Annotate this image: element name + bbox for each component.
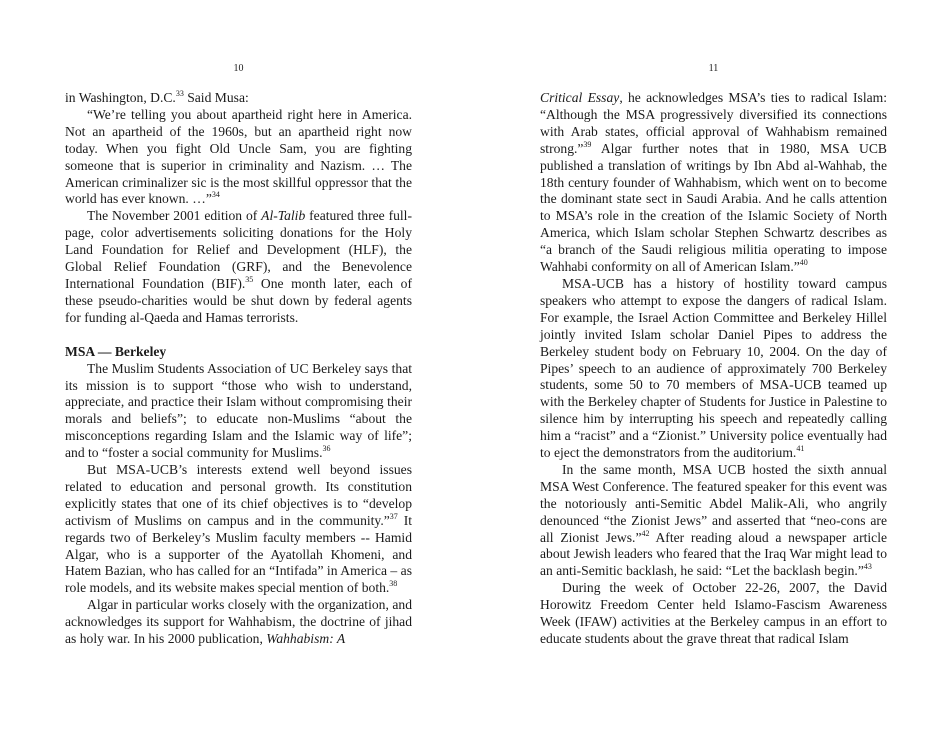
footnote-ref[interactable]: 41	[796, 444, 805, 454]
body-text: But MSA-UCB’s interests extend well beyond issues related to education and personal growth. Its constitution explicitly states that one of its chief objectives is to “develop activism of Muslims on campus and in the community.”	[65, 462, 412, 528]
body-text: , he acknowledges MSA’s ties to radical Islam: “Although the MSA progressively diversified its connections with Arab states, official approval of Wahhabism remained strong.”	[540, 90, 887, 156]
body-text: MSA-UCB has a history of hostility toward campus speakers who attempt to expose the dangers of radical Islam. For example, the Israel Action Committee and Berkeley Hillel jointly invited Islam scholar Daniel Pipes to address the Berkeley student body on February 10, 2004. On the day of Pipes’ speech to an audience of approximately 700 Berkeley students, some 50 to 70 members of MSA-UCB teamed up with the Berkeley chapter of Students for Justice in Palestine to silence him by interrupting his speech and repeatedly calling him a “racist” and a “Zionist.” University police eventually had to eject the demonstrators from the auditorium.	[540, 275, 887, 461]
body-text: After reading aloud a newspaper article about Jewish leaders who feared that the Iraq War might lead to an anti-Semitic backlash, he said: “Let the backlash begin.”	[540, 529, 888, 579]
footnote-ref[interactable]: 33	[175, 89, 184, 98]
paragraph	[540, 462, 887, 580]
footnote-ref[interactable]: 39	[583, 139, 592, 149]
paragraph	[540, 276, 887, 462]
page-number: 11	[708, 63, 719, 74]
body-text: One month later, each of these pseudo-charities would be shut down by federal agents for funding al-Qaeda and Hamas terrorists.	[65, 275, 413, 325]
footnote-ref[interactable]: 37	[389, 511, 398, 521]
body-text: It regards two of Berkeley’s Muslim faculty members -- Hamid Algar, who is a supporter of the Ayatollah Khomeni, and Hatem Bazian, who has called for an “Intifada” in America – as role models, and its website makes special mention of both.	[65, 512, 413, 596]
right-page	[540, 0, 887, 735]
publication-title: Al-Talib	[261, 208, 306, 224]
paragraph	[65, 462, 412, 597]
body-text: featured three full-page, color advertisements soliciting donations for the Holy Land Foundation for Relief and Development (HLF), the Global Relief Foundation (GRF), and the Benevolence International Foundation (BIF).	[65, 208, 412, 291]
paragraph	[65, 361, 412, 462]
paragraph	[540, 90, 887, 276]
footnote-ref[interactable]: 34	[211, 190, 220, 200]
body-text: Algar further notes that in 1980, MSA UCB published a translation of writings by Ibn Abd al-Wahhab, the 18th century founder of Wahhabism, which went on to become the dominant state sect in Saudi Arabia. And he calls attention to MSA’s role in the creation of the Islamic Society of North America, which Islam scholar Stephen Schwartz describes as “a branch of the Saudi religious militia operating to impose Wahhabi conformity on all of American Islam.”	[540, 140, 887, 275]
paragraph	[65, 90, 412, 107]
paragraph	[540, 580, 887, 648]
body-text: The November 2001 edition of	[87, 208, 262, 224]
body-text: In the same month, MSA UCB hosted the sixth annual MSA West Conference. The featured speaker for this event was the notoriously anti-Semitic Abdel Malik-Ali, who angrily denounced “the Zionist Jews” and asserted that “neo-cons are all Zionist Jews.”	[540, 461, 887, 545]
footnote-ref[interactable]: 36	[322, 444, 331, 454]
publication-title: Wahhabism: A	[266, 631, 346, 647]
footnote-ref[interactable]: 40	[799, 258, 808, 268]
quote-text: “We’re telling you about apartheid right here in America. Not an apartheid of the 1960s, but an apartheid right now today. When you fight Old Uncle Sam, you are fighting someone that is superior in criminality and Nazism. … The American criminalizer sic is the most skillful oppressor that the world has ever known. …”	[65, 106, 412, 207]
page-body	[65, 90, 412, 648]
footnote-ref[interactable]: 38	[389, 579, 398, 589]
left-page	[65, 0, 412, 735]
paragraph	[65, 107, 412, 208]
paragraph	[65, 208, 412, 326]
footnote-ref[interactable]: 43	[863, 562, 872, 572]
page-number: 10	[233, 63, 244, 74]
section-heading: MSA — Berkeley	[65, 343, 167, 359]
body-text: in Washington, D.C.	[65, 90, 176, 105]
footnote-ref[interactable]: 35	[245, 274, 254, 284]
footnote-ref[interactable]: 42	[641, 528, 650, 538]
body-text: Said Musa:	[183, 90, 249, 105]
page-body	[540, 90, 887, 648]
body-text: During the week of October 22-26, 2007, the David Horowitz Freedom Center held Islamo-Fascism Awareness Week (IFAW) activities at the Berkeley campus in an effort to educate students about the grave threat that radical Islam	[540, 580, 887, 646]
publication-title: Critical Essay	[540, 90, 620, 105]
paragraph	[65, 597, 412, 648]
body-text: Algar in particular works closely with the organization, and acknowledges its support for Wahhabism, the doctrine of jihad as holy war. In his 2000 publication,	[65, 597, 412, 647]
body-text: The Muslim Students Association of UC Berkeley says that its mission is to support “those who wish to understand, appreciate, and practice their Islam without compromising their morals and beliefs”; to educate non-Muslims “about the misconceptions regarding Islam and the Islamic way of life”; and to “foster a social community for Muslims.	[65, 360, 412, 461]
